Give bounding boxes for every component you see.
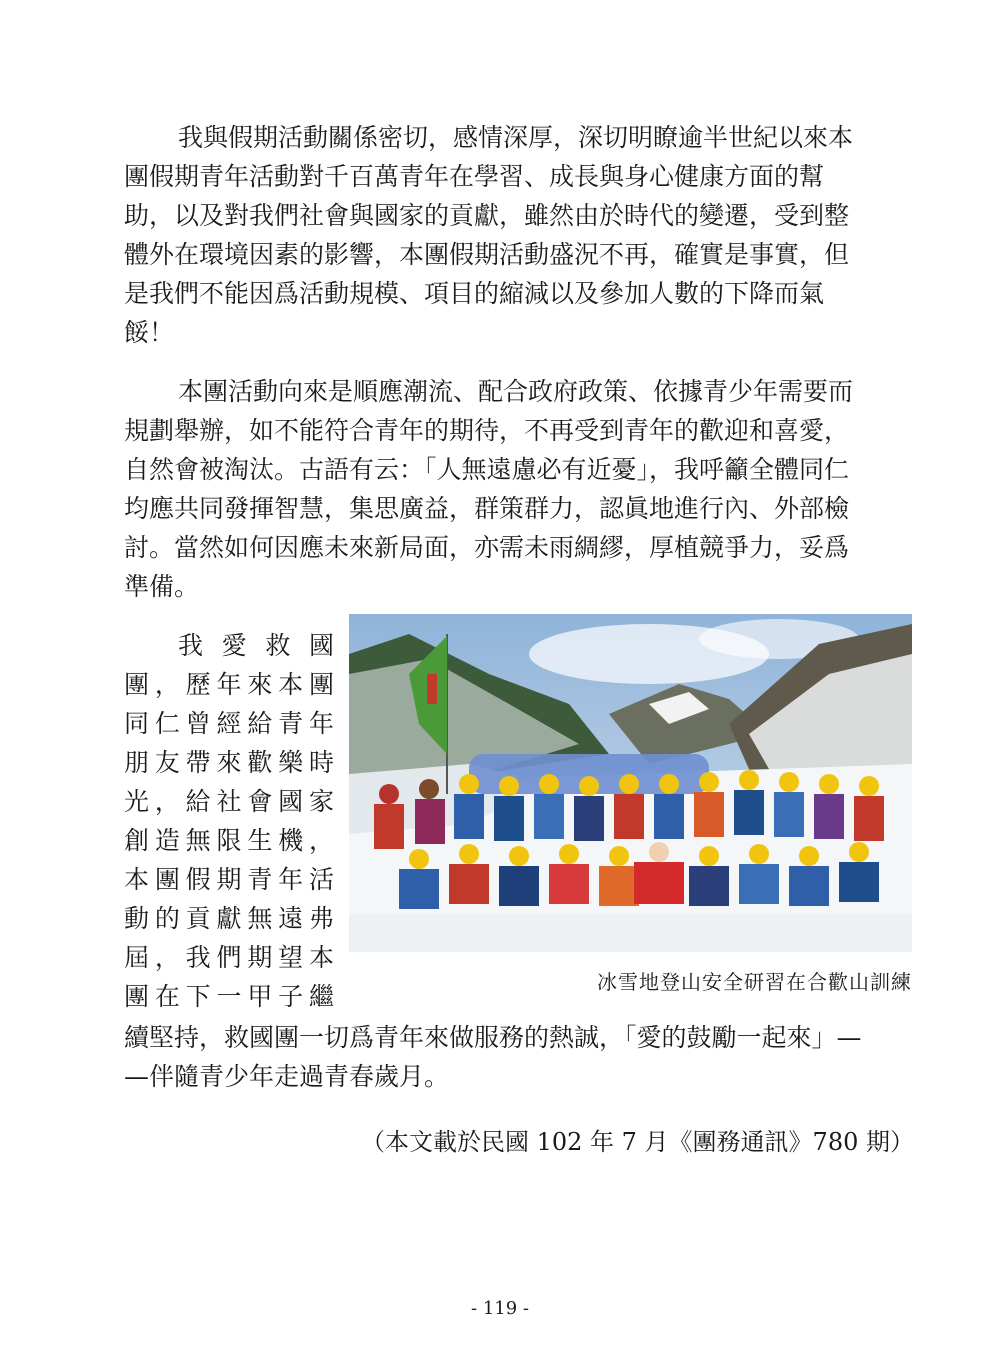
text-line: 我與假期活動關係密切，感情深厚，深切明瞭逾半世紀以來本 — [178, 123, 854, 152]
text-line: 自然會被淘汰。古語有云：「人無遠慮必有近憂」，我呼籲全體同仁 — [124, 455, 850, 484]
text-line: 團在下一甲子繼 — [124, 982, 334, 1011]
paragraph-1 — [124, 118, 914, 352]
photo-caption: 冰雪地登山安全研習在合歡山訓練 — [597, 970, 912, 994]
text-line: 本團假期青年活 — [124, 865, 334, 894]
text-line: 體外在環境因素的影響，本團假期活動盛況不再，確實是事實，但 — [124, 240, 850, 269]
paragraph-3-continued — [124, 1018, 914, 1096]
text-line: 準備。 — [124, 572, 200, 601]
text-line: 餒！ — [124, 318, 175, 347]
text-line: 均應共同發揮智慧，集思廣益，群策群力，認眞地進行內、外部檢 — [124, 494, 850, 523]
text-line: 本團活動向來是順應潮流、配合政府政策、依據青少年需要而 — [178, 377, 854, 406]
text-line: 是我們不能因爲活動規模、項目的縮減以及參加人數的下降而氣 — [124, 279, 825, 308]
text-line: 規劃舉辦，如不能符合青年的期待，不再受到青年的歡迎和喜愛， — [124, 416, 850, 445]
group-photo — [349, 614, 912, 952]
text-line: 同仁曾經給青年 — [124, 709, 334, 738]
text-line: —伴隨青少年走過青春歲月。 — [124, 1062, 450, 1091]
mountain-group-photo — [349, 614, 912, 952]
text-line: 動的貢獻無遠弗 — [124, 904, 334, 933]
text-line: 討。當然如何因應未來新局面，亦需未雨綢繆，厚植競爭力，妥爲 — [124, 533, 850, 562]
text-line: 續堅持，救國團一切爲青年來做服務的熱誠，「愛的鼓勵一起來」— — [124, 1023, 862, 1052]
paragraph-3-wrapped — [124, 626, 334, 1016]
paragraph-2 — [124, 372, 914, 606]
text-line: 光，給社會國家 — [124, 787, 334, 816]
text-line: 團，歷年來本團 — [124, 670, 334, 699]
text-line: 創造無限生機， — [124, 826, 334, 855]
source-note: （本文載於民國 102 年 7 月《團務通訊》780 期） — [360, 1128, 914, 1156]
text-line: 助，以及對我們社會與國家的貢獻，雖然由於時代的變遷，受到整 — [124, 201, 850, 230]
text-line: 團假期青年活動對千百萬青年在學習、成長與身心健康方面的幫 — [124, 162, 825, 191]
page-number: - 119 - — [471, 1298, 529, 1319]
text-line: 我愛救國 — [178, 631, 334, 660]
text-line: 屆，我們期望本 — [124, 943, 334, 972]
text-line: 朋友帶來歡樂時 — [124, 748, 334, 777]
